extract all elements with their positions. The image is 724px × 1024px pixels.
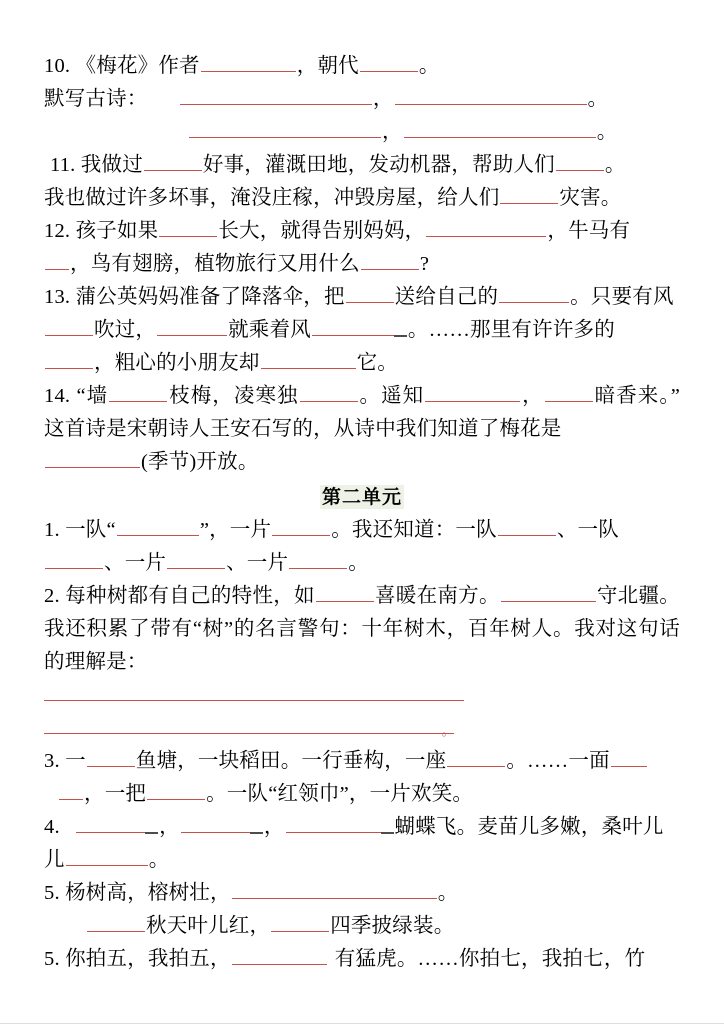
u2q4-text-1: ， (159, 816, 180, 838)
blank-u2q3-3b[interactable] (59, 780, 83, 800)
blank-u2q5a-1[interactable] (232, 879, 437, 899)
blank-q11-1[interactable] (144, 151, 202, 171)
blank-u2q4-3[interactable] (286, 813, 394, 833)
blank-u2q5a-3[interactable] (271, 912, 329, 932)
blank-q11-3[interactable] (500, 184, 558, 204)
question-10-number: 10. (44, 55, 71, 77)
blank-u2q3-1[interactable] (87, 747, 135, 767)
unit2-question-4 (44, 811, 680, 844)
blank-q10-poem-line1a[interactable] (180, 85, 372, 105)
unit2-question-1 (44, 514, 680, 547)
question-14-text-3: 。遥知 (358, 385, 425, 407)
unit2-question-2 (44, 580, 680, 679)
question-13 (44, 281, 680, 314)
question-11-number: 11. (50, 154, 76, 176)
unit2-question-2-number: 2. (44, 585, 60, 607)
u2q4-text-2: ， (263, 816, 285, 838)
u2q5a-text-2: 。 (437, 882, 459, 904)
blank-u2q4-2[interactable] (181, 813, 263, 833)
question-13-number: 13. (44, 286, 71, 308)
question-10-text-1: 《梅花》作者 (75, 55, 200, 77)
blank-u2q2-answer-2[interactable] (44, 714, 454, 734)
question-13-text-1: 蒲公英妈妈准备了降落伞，把 (75, 286, 345, 308)
question-10-subline-label: 默写古诗： (44, 88, 148, 110)
blank-q12-2[interactable] (426, 217, 546, 237)
blank-q14-1[interactable] (109, 382, 167, 402)
unit2-question-5b (44, 943, 680, 976)
blank-q10-author[interactable] (201, 52, 296, 72)
u2q5a-text-3: 秋天叶儿红， (146, 915, 271, 937)
blank-q13-5[interactable] (312, 316, 407, 336)
question-10 (44, 50, 680, 83)
question-12-line-2 (44, 248, 680, 281)
blank-q13-4[interactable] (157, 316, 227, 336)
unit2-question-5a (44, 877, 680, 910)
question-11-text-5: 灾害。 (559, 187, 622, 209)
u2q2-period: 。 (441, 723, 455, 738)
question-12-text-4: ，鸟有翅膀，植物旅行又用什么 (70, 253, 360, 275)
u2q5a-text-4: 四季披绿装。 (330, 915, 455, 937)
u2q3-text-2: 鱼塘，一块稻田。一行垂构，一座 (135, 750, 447, 772)
question-11-text-2: 好事，灌溉田地，发动机器，帮助人们 (202, 154, 555, 176)
blank-u2q4-4[interactable] (66, 846, 148, 866)
blank-u2q2-1[interactable] (316, 582, 374, 602)
q10-sep-1: ， (372, 88, 394, 110)
u2q1-text-3: 。我还知道：一队 (331, 519, 497, 541)
blank-q14-4[interactable] (545, 382, 593, 402)
worksheet-page (44, 50, 680, 976)
u2q4-text-4: 。 (148, 849, 170, 871)
blank-u2q4-1[interactable] (76, 813, 158, 833)
blank-u2q5a-2[interactable] (87, 912, 145, 932)
question-13-line-3 (44, 347, 680, 380)
u2q5a-text-1: 杨树高，榕树壮， (65, 882, 231, 904)
question-10-subline-2 (44, 116, 680, 149)
question-14 (44, 380, 680, 446)
u2q1-text-6: 、一片 (226, 552, 289, 574)
blank-u2q3-3a[interactable] (611, 747, 647, 767)
blank-q10-poem-line1b[interactable] (395, 85, 587, 105)
unit2-question-5a-line-2 (44, 910, 680, 943)
question-14-text-6: (季节)开放。 (141, 451, 259, 473)
question-12 (44, 215, 680, 248)
question-13-text-7: ，粗心的小朋友却 (94, 352, 260, 374)
unit2-question-3 (44, 745, 680, 778)
q10-sep-2: ， (382, 121, 403, 143)
u2q3-text-4: ，一把 (84, 783, 147, 805)
blank-q13-7[interactable] (261, 349, 356, 369)
unit2-question-4-number: 4. (44, 816, 60, 838)
question-13-text-4: 吹过， (94, 319, 157, 341)
question-11 (44, 149, 680, 182)
question-10-subline-1 (44, 83, 680, 116)
question-14-line-3 (44, 446, 680, 479)
unit2-question-2-answer-rule-1 (44, 679, 680, 712)
question-11-line-2 (44, 182, 680, 215)
question-12-number: 12. (44, 220, 71, 242)
blank-q11-2[interactable] (556, 151, 604, 171)
u2q3-text-5: 。一队“红领巾”，一片欢笑。 (206, 783, 474, 805)
blank-q14-3[interactable] (425, 382, 520, 402)
u2q2-text-1: 每种树都有自己的特性，如 (65, 585, 315, 607)
blank-q10-poem-line2b[interactable] (404, 118, 596, 138)
question-13-text-5: 就乘着风 (228, 319, 311, 341)
blank-q13-2[interactable] (499, 283, 569, 303)
blank-u2q2-2[interactable] (501, 582, 596, 602)
question-13-text-6: 。……那里有许许多的 (407, 319, 615, 341)
u2q1-text-5: 、一片 (104, 552, 167, 574)
blank-q14-2[interactable] (300, 382, 358, 402)
blank-u2q2-answer-1[interactable] (44, 681, 464, 701)
u2q1-text-2: ”，一片 (199, 519, 272, 541)
question-14-number: 14. (44, 385, 71, 407)
blank-q10-dynasty[interactable] (360, 52, 418, 72)
u2q1-text-7: 。 (348, 552, 369, 574)
question-12-text-2: 长大，就得告别妈妈， (218, 220, 426, 242)
question-12-text-1: 孩子如果 (75, 220, 159, 242)
u2q4-text-3: 蝴蝶飞。麦苗儿多嫩，桑叶儿 (394, 816, 664, 838)
blank-u2q1-2[interactable] (272, 516, 330, 536)
question-13-text-2: 送给自己的 (394, 286, 499, 308)
u2q3-text-3: 。……一面 (506, 750, 610, 772)
question-11-text-4: 我也做过许多坏事，淹没庄稼，冲毁房屋，给人们 (44, 187, 500, 209)
blank-q10-poem-line2a[interactable] (189, 118, 381, 138)
blank-u2q1-1[interactable] (117, 516, 199, 536)
question-12-text-3: ，牛马有 (547, 220, 631, 242)
question-12-text-5: ? (419, 253, 430, 275)
blank-q12-1[interactable] (159, 217, 217, 237)
question-13-line-2 (44, 314, 680, 347)
u2q2-text-3: 守北疆。我还积累了带有“树”的名言警句：十年树木，百年树人。我对这句话的理解是： (44, 585, 680, 673)
u2q1-text-4: 、一队 (556, 519, 619, 541)
question-14-text-4: ， (521, 385, 544, 407)
blank-q13-1[interactable] (346, 283, 394, 303)
u2q5b-text-2: 有猛虎。……你拍七，我拍七，竹 (334, 948, 646, 970)
unit2-question-2-answer-rule-2 (44, 712, 680, 745)
blank-q12-3[interactable] (361, 250, 419, 270)
blank-q14-5[interactable] (45, 448, 140, 468)
unit2-question-3-number: 3. (44, 750, 60, 772)
blank-q12-2-cont[interactable] (45, 250, 69, 270)
blank-u2q1-3[interactable] (498, 516, 556, 536)
unit-heading-2-label: 第二单元 (321, 486, 402, 508)
blank-u2q3-4[interactable] (147, 780, 205, 800)
question-13-text-8: 它。 (356, 352, 399, 374)
blank-u2q1-6[interactable] (289, 549, 347, 569)
question-14-text-5: 暗香来。”这首诗是宋朝诗人王安石写的，从诗中我们知道了梅花是 (44, 385, 681, 440)
unit2-question-5b-number: 5. (44, 948, 60, 970)
u2q5b-text-1: 你拍五，我拍五， (65, 948, 231, 970)
question-14-text-1: “墙 (76, 385, 109, 407)
blank-q13-3[interactable] (45, 316, 93, 336)
question-10-text-2: ，朝代 (296, 55, 359, 77)
blank-u2q5b-1[interactable] (232, 945, 327, 965)
blank-u2q1-4[interactable] (45, 549, 103, 569)
u2q1-text-1: 一队“ (65, 519, 116, 541)
u2q4-text-lead: 儿 (44, 849, 65, 871)
unit2-question-1-line-2 (44, 547, 680, 580)
q10-end-1: 。 (587, 88, 609, 110)
unit-heading-2 (44, 481, 680, 514)
unit2-question-4-line-2 (44, 844, 680, 877)
unit2-question-5a-number: 5. (44, 882, 60, 904)
blank-u2q3-2[interactable] (447, 747, 505, 767)
question-13-text-3: 。只要有风 (570, 286, 674, 308)
u2q2-text-2: 喜暖在南方。 (374, 585, 500, 607)
question-14-text-2: 枝梅，凌寒独 (168, 385, 299, 407)
question-11-text-3: 。 (604, 154, 626, 176)
q10-end-2: 。 (596, 121, 618, 143)
unit2-question-3-line-2 (44, 778, 680, 811)
question-10-text-3: 。 (418, 55, 440, 77)
u2q3-text-1: 一 (65, 750, 86, 772)
question-11-text-1: 我做过 (80, 154, 143, 176)
blank-q13-6[interactable] (45, 349, 93, 369)
blank-u2q1-5[interactable] (167, 549, 225, 569)
unit2-question-1-number: 1. (44, 519, 60, 541)
